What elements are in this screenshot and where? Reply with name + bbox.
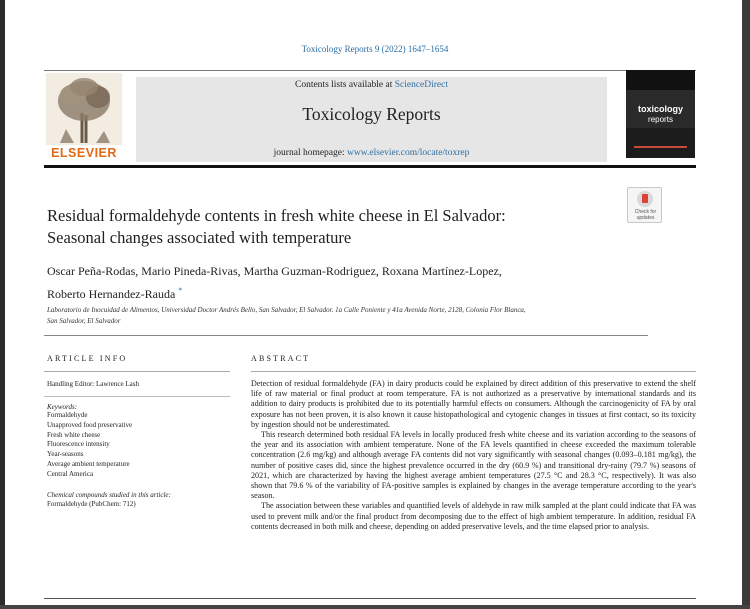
journal-homepage-line — [136, 148, 607, 158]
bookmark-icon — [637, 191, 653, 207]
keywords-heading: Keywords: — [47, 403, 78, 411]
window-frame-left — [0, 0, 5, 609]
journal-cover-thumbnail[interactable] — [626, 70, 695, 158]
elsevier-wordmark[interactable]: ELSEVIER — [51, 146, 117, 160]
corresponding-author-mark[interactable]: * — [178, 286, 183, 295]
cover-title-1: toxicology — [637, 104, 683, 114]
cover-bottom-band — [626, 128, 695, 158]
chemical-compounds-heading: Chemical compounds studied in this article: — [47, 491, 171, 499]
sciencedirect-link[interactable]: ScienceDirect — [394, 80, 448, 90]
keyword-item: Fresh white cheese — [47, 430, 101, 439]
keyword-item: Formaldehyde — [47, 411, 88, 419]
abstract-paragraph-2: This research determined both residual FA levels in locally produced fresh white cheese and its variation according to the seasons of the year and its association with ambient temperature. None of the FA levels quantified in cheese exceeded the maximum tolerable concentration (2.6 mg/kg) and although average FA contents did not vary significantly with seasonal changes (0.093–0.181 mg/kg), the number of positive cases did, since the highest prevalence occurred in the dry (60.9 %) and transitional dry-rainy (79.7 %) seasons of 2021, which are characterized by having the highest average ambient temperatures (27.5 °C and 28.3 °C, respectively). It was also shown that 79.6 % of the variability of FA-positive samples is explained by changes in the average temperature according to the year's season. — [251, 430, 696, 501]
window-frame-right — [742, 0, 750, 609]
abstract-paragraph-1: Detection of residual formaldehyde (FA) in dairy products could be explained by direct addition of this preservative to extend the shelf life of raw material or final product at room temperature. FA is not authorized as a preservative by international standards and its addition to dairy products is prohibited due to its potentially harmful effects on consumers. Although the carcinogenicity of FA by oral exposure has not been proven, it is also known it cause histopathological and cytogenic changes in tissues at first contact, so its toxicity by ingestion should not be underestimated. — [251, 379, 696, 429]
abstract-text — [251, 379, 696, 532]
header-divider-bottom — [44, 165, 696, 168]
cover-title-2: reports — [648, 115, 673, 124]
journal-title: Toxicology Reports — [302, 104, 441, 124]
chemical-compound-item[interactable]: Formaldehyde (PubChem: 712) — [47, 500, 136, 508]
contents-available-line — [136, 80, 607, 90]
journal-citation[interactable]: Toxicology Reports 9 (2022) 1647–1654 — [301, 44, 449, 54]
footer-divider — [44, 598, 696, 599]
author-list — [47, 262, 647, 304]
paper-title-line-2: Seasonal changes associated with temperature — [47, 228, 352, 247]
abstract-paragraph-3: The association between these variables and quantified levels of aldehyde in raw milk sampled at the plant could indicate that FA was used to prevent milk and/or the final product from decomposing due to the effect of high ambient temperature. In addition, residual FA contents decreased in both milk and cheese, depending on added preservative levels, and the time elapsed prior to analysis. — [251, 501, 696, 531]
abstract-divider — [251, 371, 696, 372]
handling-editor-divider — [44, 396, 230, 397]
author-affiliation — [47, 305, 647, 327]
keyword-list — [47, 411, 227, 480]
check-for-updates-button[interactable] — [627, 187, 662, 223]
cover-top-band — [626, 70, 695, 90]
contents-prefix: Contents lists available at — [294, 80, 395, 90]
keyword-item: Unapproved food preservative — [47, 420, 133, 429]
affiliation-line-2: San Salvador, El Salvador — [47, 317, 121, 325]
window-frame-bottom — [0, 605, 750, 609]
homepage-prefix: journal homepage: — [273, 148, 348, 158]
authors-line-2: Roberto Hernandez-Rauda — [47, 287, 176, 301]
header-divider-top — [44, 70, 696, 71]
article-info-heading: ARTICLE INFO — [47, 354, 128, 363]
section-divider — [44, 335, 648, 336]
handling-editor: Handling Editor: Lawrence Lash — [47, 380, 139, 388]
article-info-divider — [44, 371, 230, 372]
paper-title — [47, 205, 607, 249]
cover-accent-stripe — [634, 146, 687, 148]
keyword-item: Year-seasons — [47, 450, 84, 459]
abstract-heading: ABSTRACT — [251, 354, 311, 363]
affiliation-line-1: Laboratorio de Inocuidad de Alimentos, Universidad Doctor Andrés Bello, San Salvador, El Salvador. 1a Calle Poniente y 41a Avenida Norte, 2128, Colonia Flor Blanca, — [47, 306, 526, 314]
keyword-item: Central America — [47, 469, 94, 478]
keyword-item: Fluorescence intensity — [47, 440, 110, 449]
journal-homepage-link[interactable]: www.elsevier.com/locate/toxrep — [347, 148, 470, 158]
authors-line-1: Oscar Peña-Rodas, Mario Pineda-Rivas, Martha Guzman-Rodriguez, Roxana Martínez-Lopez, — [47, 264, 502, 278]
keyword-item: Average ambient temperature — [47, 459, 130, 468]
paper-title-line-1: Residual formaldehyde contents in fresh white cheese in El Salvador: — [47, 206, 506, 225]
check-for-updates-label: Check for updates — [634, 209, 657, 221]
